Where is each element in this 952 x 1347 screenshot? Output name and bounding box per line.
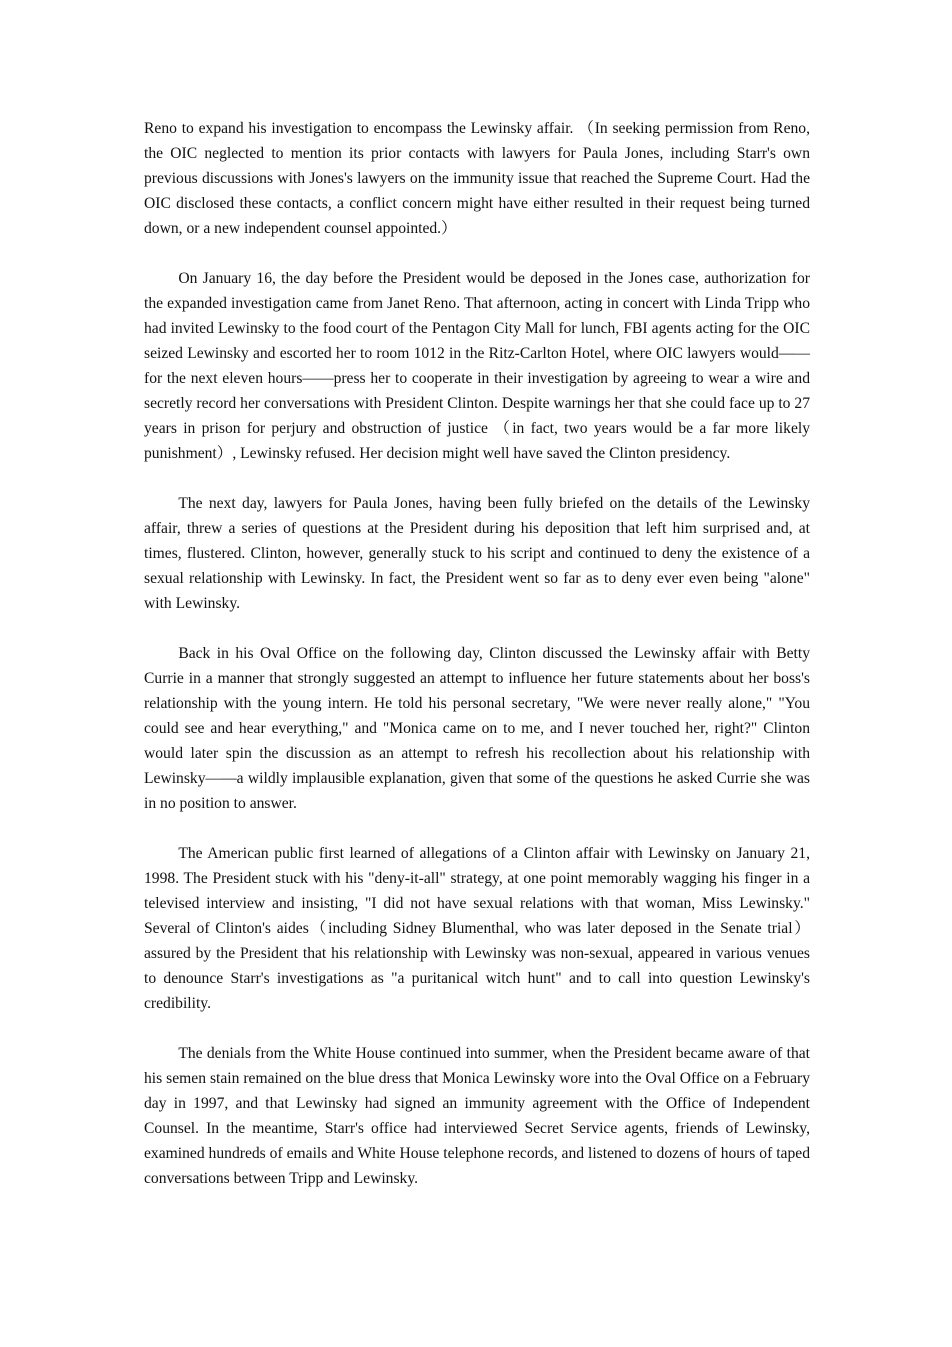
paragraph-6: The denials from the White House continued into summer, when the President became aware of that his semen stain remained on the blue dress that Monica Lewinsky wore into the Oval Office on a February day in 1997, and that Lewinsky had signed an immunity agreement with the Office of Independent Counsel. In the meantime, Starr's office had interviewed Secret Service agents, friends of Lewinsky, examined hundreds of emails and White House telephone records, and listened to dozens of hours of taped conversations between Tripp and Lewinsky. xyxy=(144,1045,810,1187)
paragraph-4: Back in his Oval Office on the following day, Clinton discussed the Lewinsky affair with Betty Currie in a manner that strongly suggested an attempt to influence her future statements about her boss's relationship with the young intern. He told his personal secretary, "We were never really alone," "You could see and hear everything," and "Monica came on to me, and I never touched her, right?" Clinton would later spin the discussion as an attempt to refresh his recollection about his relationship with Lewinsky——a wildly implausible explanation, given that some of the questions he asked Currie she was in no position to answer. xyxy=(144,645,810,812)
paragraph-2: On January 16, the day before the President would be deposed in the Jones case, authorization for the expanded investigation came from Janet Reno. That afternoon, acting in concert with Linda Tripp who had invited Lewinsky to the food court of the Pentagon City Mall for lunch, FBI agents acting for the OIC seized Lewinsky and escorted her to room 1012 in the Ritz-Carlton Hotel, where OIC lawyers would——for the next eleven hours——press her to cooperate in their investigation by agreeing to wear a wire and secretly record her conversations with President Clinton. Despite warnings her that she could face up to 27 years in prison for perjury and obstruction of justice （in fact, two years would be a far more likely punishment）, Lewinsky refused. Her decision might well have saved the Clinton presidency. xyxy=(144,270,810,462)
document-body xyxy=(144,116,810,1216)
paragraph-3: The next day, lawyers for Paula Jones, having been fully briefed on the details of the Lewinsky affair, threw a series of questions at the President during his deposition that left him surprised and, at times, flustered. Clinton, however, generally stuck to his script and continued to deny the existence of a sexual relationship with Lewinsky. In fact, the President went so far as to deny ever even being "alone" with Lewinsky. xyxy=(144,495,810,612)
paragraph-5: The American public first learned of allegations of a Clinton affair with Lewinsky on January 21, 1998. The President stuck with his "deny-it-all" strategy, at one point memorably wagging his finger in a televised interview and insisting, "I did not have sexual relations with that woman, Miss Lewinsky." Several of Clinton's aides（including Sidney Blumenthal, who was later deposed in the Senate trial） assured by the President that his relationship with Lewinsky was non-sexual, appeared in various venues to denounce Starr's investigations as "a puritanical witch hunt" and to call into question Lewinsky's credibility. xyxy=(144,845,810,1012)
paragraph-1: Reno to expand his investigation to encompass the Lewinsky affair. （In seeking permission from Reno, the OIC neglected to mention its prior contacts with lawyers for Paula Jones, including Starr's own previous discussions with Jones's lawyers on the immunity issue that reached the Supreme Court. Had the OIC disclosed these contacts, a conflict concern might have either resulted in their request being turned down, or a new independent counsel appointed.） xyxy=(144,120,810,237)
